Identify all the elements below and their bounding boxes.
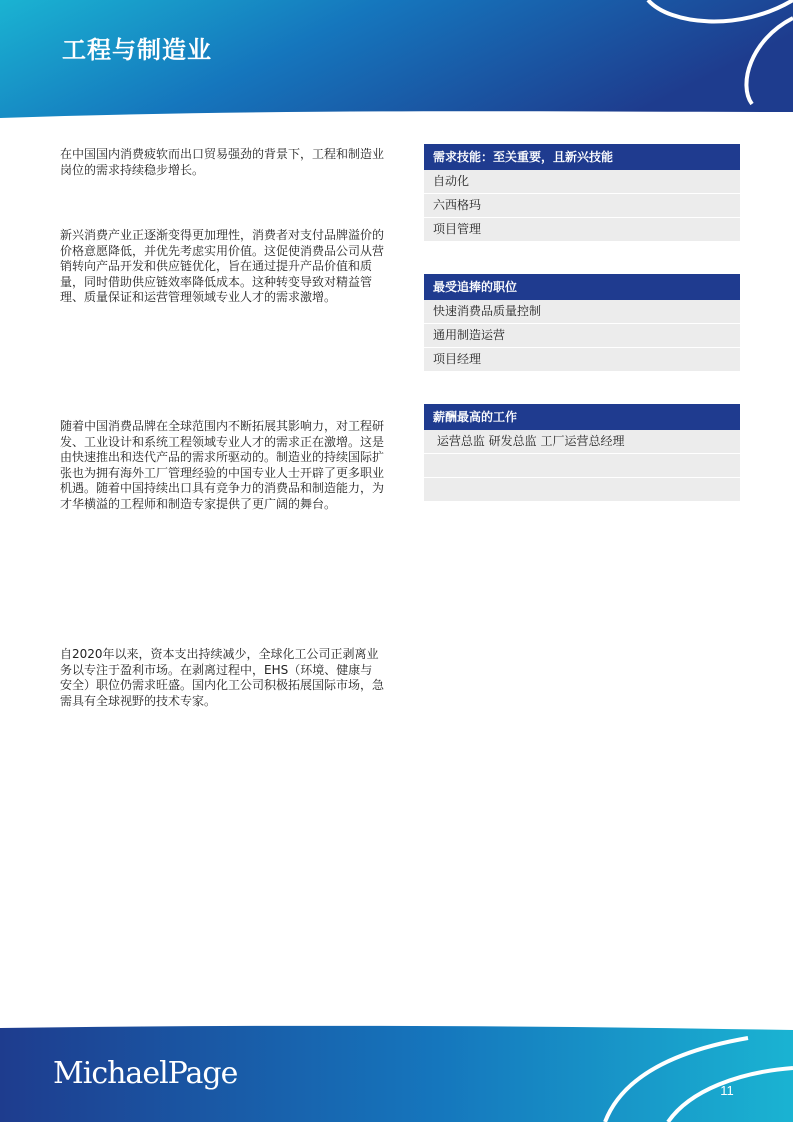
- paid-item: [424, 478, 740, 502]
- roles-box: [424, 274, 740, 372]
- page-title: 工程与制造业: [62, 36, 212, 64]
- skills-item: 六西格玛: [424, 194, 740, 218]
- roles-box-title: 最受追捧的职位: [424, 274, 740, 300]
- michael-page-logo: MichaelPage: [53, 1056, 238, 1091]
- roles-item: 快速消费品质量控制: [424, 300, 740, 324]
- brands-paragraph: 随着中国消费品牌在全球范围内不断拓展其影响力，对工程研发、工业设计和系统工程领域专业人才的需求正在激增。这是由快速推出和迭代产品的需求所驱动的。制造业的持续国际扩张也为拥有海外工厂管理经验的中国专业人士开辟了更多职业机遇。随着中国持续出口具有竞争力的消费品和制造能力，为才华横溢的工程师和制造专家提供了更广阔的舞台。: [60, 419, 385, 511]
- paid-item: 运营总监 研发总监 工厂运营总经理: [424, 430, 740, 454]
- skills-item: 自动化: [424, 170, 740, 194]
- paid-box-title: 薪酬最高的工作: [424, 404, 740, 430]
- skills-box-title: 需求技能：至关重要，且新兴技能: [424, 144, 740, 170]
- roles-item: 项目经理: [424, 348, 740, 372]
- paid-item: [424, 454, 740, 478]
- consumer-paragraph: 新兴消费产业正逐渐变得更加理性，消费者对支付品牌溢价的价格意愿降低，并优先考虑实用价值。这促使消费品公司从营销转向产品开发和供应链优化，旨在通过提升产品价值和质量，同时借助供应链效率降低成本。这种转变导致对精益管理、质量保证和运营管理领域专业人才的需求激增。: [60, 228, 385, 304]
- skills-item: 项目管理: [424, 218, 740, 242]
- chemical-paragraph: 自2020年以来，资本支出持续减少，全球化工公司正剥离业务以专注于盈利市场。在剥离过程中，EHS（环境、健康与安全）职位仍需求旺盛。国内化工公司积极拓展国际市场，急需具有全球视野的技术专家。: [60, 647, 385, 708]
- paid-box: [424, 404, 740, 502]
- intro-paragraph: 在中国国内消费疲软而出口贸易强劲的背景下，工程和制造业岗位的需求持续稳步增长。: [60, 147, 385, 177]
- skills-box: [424, 144, 740, 242]
- roles-item: 通用制造运营: [424, 324, 740, 348]
- page-number: 11: [720, 1083, 734, 1098]
